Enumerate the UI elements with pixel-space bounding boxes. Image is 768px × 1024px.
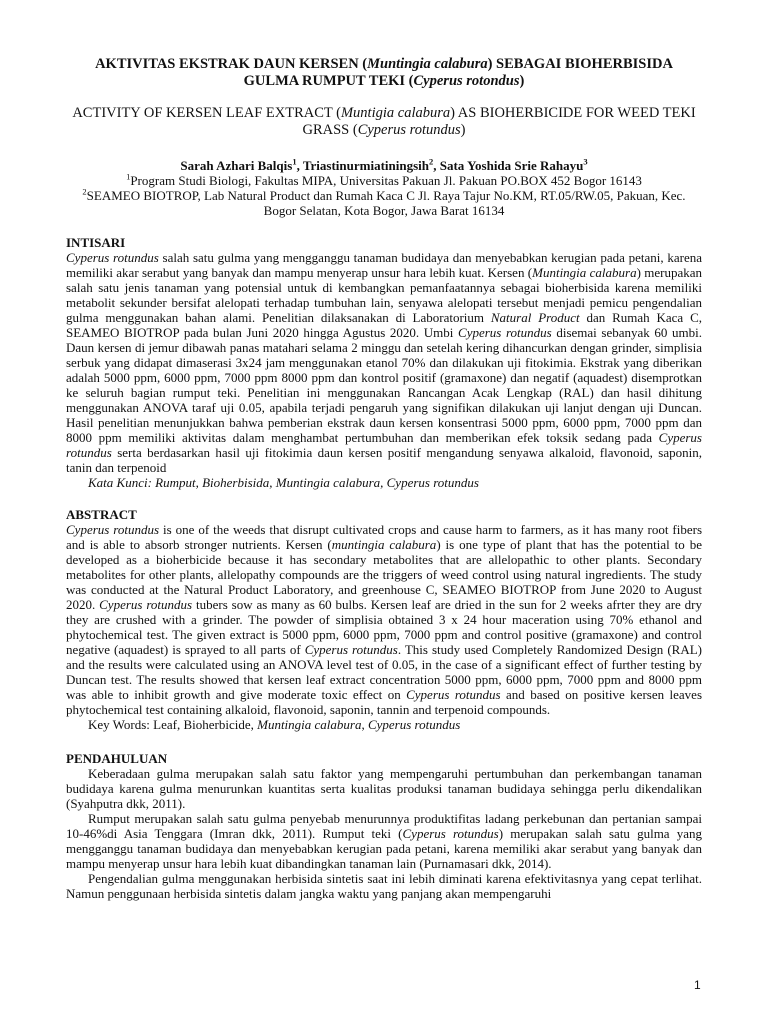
author-name: , Sata Yoshida Srie Rahayu — [433, 158, 584, 173]
pendahuluan-text: Rumput merupakan salah satu gulma penyebab menurunnya produktifitas ladang perkebunan dan pertanian sampai 10-46%di Asia Tenggara (Imran dkk, 2011). Rumput teki ( — [66, 811, 702, 841]
intisari-text: dan Rumah Kaca C, SEAMEO BIOTROP pada bulan Juni 2020 hingga Agustus 2020. Umbi — [66, 310, 702, 340]
title-en-part: ) — [460, 122, 466, 138]
page-number: 1 — [694, 978, 701, 992]
keywords-text: Key Words: Leaf, Bioherbicide, — [88, 717, 258, 732]
title-en-part: ACTIVITY OF KERSEN LEAF EXTRACT ( — [72, 105, 341, 121]
species-name: Cyperus rotundus — [66, 250, 159, 265]
species-name: muntingia calabura — [331, 537, 437, 552]
abstract-heading: ABSTRACT — [66, 507, 137, 522]
affiliation-sup: 1 — [126, 171, 131, 182]
intisari-body — [66, 250, 702, 475]
affiliation-2 — [66, 188, 702, 218]
paper-page — [66, 56, 702, 901]
abstract-text: ) is one type of plant that has the potential to be developed as a bioherbicide because it has secondary metabolites that are allelopathic to other plants. Secondary metabolites for other plants, allelopathy compounds are the triggers of weed control using natural ingredients. The study was conducted at the Natural Product Laboratory, and greenhouse C, SEAMEO BIOTROP from June 2020 to August 2020. — [66, 537, 702, 612]
author-sup: 1 — [292, 156, 297, 167]
title-id-part: ) — [519, 73, 525, 89]
title-en-species: Muntigia calabura — [340, 105, 451, 121]
pendahuluan-paragraph-1: Keberadaan gulma merupakan salah satu faktor yang mempengaruhi pertumbuhan dan perkembangan tanaman budidaya karena gulma menurunkan kuantitas serta kualitas produksi tanaman budidaya sehingga perlu dikendalikan (Syahputra dkk, 2011). — [66, 766, 702, 811]
species-name: Cyperus rotundus — [406, 687, 501, 702]
pendahuluan-paragraph-2 — [66, 811, 702, 871]
title-en-species: Cyperus rotundus — [357, 122, 461, 138]
title-english — [66, 105, 702, 139]
species-name: Cyperus rotundus — [66, 430, 702, 460]
species-name: Cyperus rotundus — [402, 826, 499, 841]
pendahuluan-heading: PENDAHULUAN — [66, 751, 168, 766]
species-name: Cyperus rotundus — [66, 522, 160, 537]
species-name: Cyperus rotundus — [99, 597, 193, 612]
intisari-keywords — [66, 475, 702, 490]
author-list — [66, 158, 702, 173]
keywords-text: Kata Kunci: Rumput, Bioherbisida, Muntingia calabura, Cyperus rotundus — [88, 475, 479, 490]
title-indonesian — [66, 56, 702, 90]
title-id-species: Muntingia calabura — [367, 56, 488, 72]
author-sup: 3 — [583, 156, 588, 167]
intisari-text: disemai sebanyak 60 umbi. Daun kersen di jemur dibawah panas matahari selama 2 minggu dan setelah kering dihancurkan dengan grinder, simplisia serbuk yang didapat dimaserasi 3x24 jam menggunakan etanol 70% dan dilakukan uji fitokimia. Ekstrak yang diberikan adalah 5000 ppm, 6000 ppm, 7000 ppm 8000 ppm dan kontrol positif (gramaxone) dan negatif (aquadest) disemprotkan ke seluruh bagian rumput teki. Penelitian ini menggunakan Rancangan Acak Lengkap (RAL) dan hasil dihitung menggunakan ANOVA taraf uji 0.05, apabila terjadi pengaruh yang signifikan dilakukan uji lanjut dengan uji Duncan. Hasil penelitian menunjukkan bahwa pemberian ekstrak daun kersen konsentrasi 5000 ppm, 6000 ppm, 7000 ppm dan 8000 ppm memiliki aktivitas dalam menghambat pertumbuhan dan memberikan efek toksik sedang pada — [66, 325, 702, 445]
italic-term: Natural Product — [490, 310, 580, 325]
author-name: , Triastinurmiatiningsih — [296, 158, 429, 173]
abstract-text: tubers sow as many as 60 bulbs. Kersen leaf are dried in the sun for 2 weeks afrter they are dry they are crushed with a grinder. The powder of simplisia obtained 3 x 24 hour maceration using 70% ethanol and phytochemical test. The given extract is 5000 ppm, 6000 ppm, 7000 ppm and control positive (gramaxone) and control negative (aquadest) is sprayed to all parts of — [66, 597, 703, 657]
intisari-text: salah satu gulma yang mengganggu tanaman budidaya dan menyebabkan kerugian pada petani, karena memiliki akar serabut yang banyak dan mampu menyerap unsur hara lebih kuat. Kersen ( — [66, 250, 703, 280]
author-sup: 2 — [429, 156, 434, 167]
affiliation-text: SEAMEO BIOTROP, Lab Natural Product dan Rumah Kaca C Jl. Raya Tajur No.KM, RT.05/RW.05, Pakuan, Kec. Bogor Selatan, Kota Bogor, Jawa Barat 16134 — [86, 188, 686, 218]
title-id-part: ) SEBAGAI BIOHERBISIDA GULMA RUMPUT TEKI ( — [243, 56, 673, 89]
abstract-text: . This study used Completely Randomized Design (RAL) and the results were calculated using an ANOVA level test of 0.05, in the case of a significant effect of further testing by Duncan test. The results showed that kersen leaf extract concentration 5000 ppm, 6000 ppm, 7000 ppm and 8000 ppm was able to inhibit growth and give moderate toxic effect on — [66, 642, 702, 702]
title-id-species: Cyperus rotondus — [413, 73, 520, 89]
abstract-text: is one of the weeds that disrupt cultivated crops and cause harm to farmers, as it has many root fibers and is able to absorb stronger nutrients. Kersen ( — [66, 522, 703, 552]
abstract-text: and based on positive kersen leaves phytochemical test containing alkaloid, flavonoid, saponin, tannin and terpenoid compounds. — [66, 687, 703, 717]
affiliation-text: Program Studi Biologi, Fakultas MIPA, Universitas Pakuan Jl. Pakuan PO.BOX 452 Bogor 16143 — [130, 173, 642, 188]
intisari-text: serta berdasarkan hasil uji fitokimia daun kersen positif mengandung senyawa alkaloid, flavonoid, saponin, tanin dan terpenoid — [66, 445, 702, 475]
keywords-text: , — [361, 717, 368, 732]
title-en-part: ) AS BIOHERBICIDE FOR WEED TEKI GRASS ( — [302, 105, 696, 138]
affiliation-1 — [66, 173, 702, 188]
author-name: Sarah Azhari Balqis — [180, 158, 293, 173]
abstract-body — [66, 522, 702, 717]
intisari-heading: INTISARI — [66, 235, 126, 250]
pendahuluan-text: ) merupakan salah satu gulma yang mengganggu tanaman budidaya dan menyebabkan kerugian pada petani, karena memiliki akar serabut yang banyak dan mampu menyerap unsur hara lebih kuat dibandingkan tanaman lain (Purnamasari dkk, 2014). — [66, 826, 703, 871]
abstract-keywords — [66, 717, 702, 732]
pendahuluan-paragraph-3: Pengendalian gulma menggunakan herbisida sintetis saat ini lebih diminati karena efektivitasnya yang cepat terlihat. Namun penggunaan herbisida sintetis dalam jangka waktu yang panjang akan mempengaruhi — [66, 871, 702, 901]
species-name: Cyperus rotundus — [367, 717, 461, 732]
title-id-part: AKTIVITAS EKSTRAK DAUN KERSEN ( — [95, 56, 368, 72]
affiliation-sup: 2 — [82, 186, 87, 197]
species-name: Muntingia calabura — [532, 265, 637, 280]
species-name: Muntingia calabura — [257, 717, 362, 732]
species-name: Cyperus rotundus — [304, 642, 398, 657]
intisari-text: ) merupakan salah satu jenis tanaman yang potensial untuk di kembangkan pemanfaatannya sebagai bioherbisida karena memiliki metabolit sekunder bersifat alelopati terhadap tumbuhan lain, senyawa alelopati tersebut menjadi pemicu pengendalian gulma menggunakan bahan alami. Penelitian dilaksanakan di Laboratorium — [66, 265, 702, 325]
species-name: Cyperus rotundus — [458, 325, 552, 340]
